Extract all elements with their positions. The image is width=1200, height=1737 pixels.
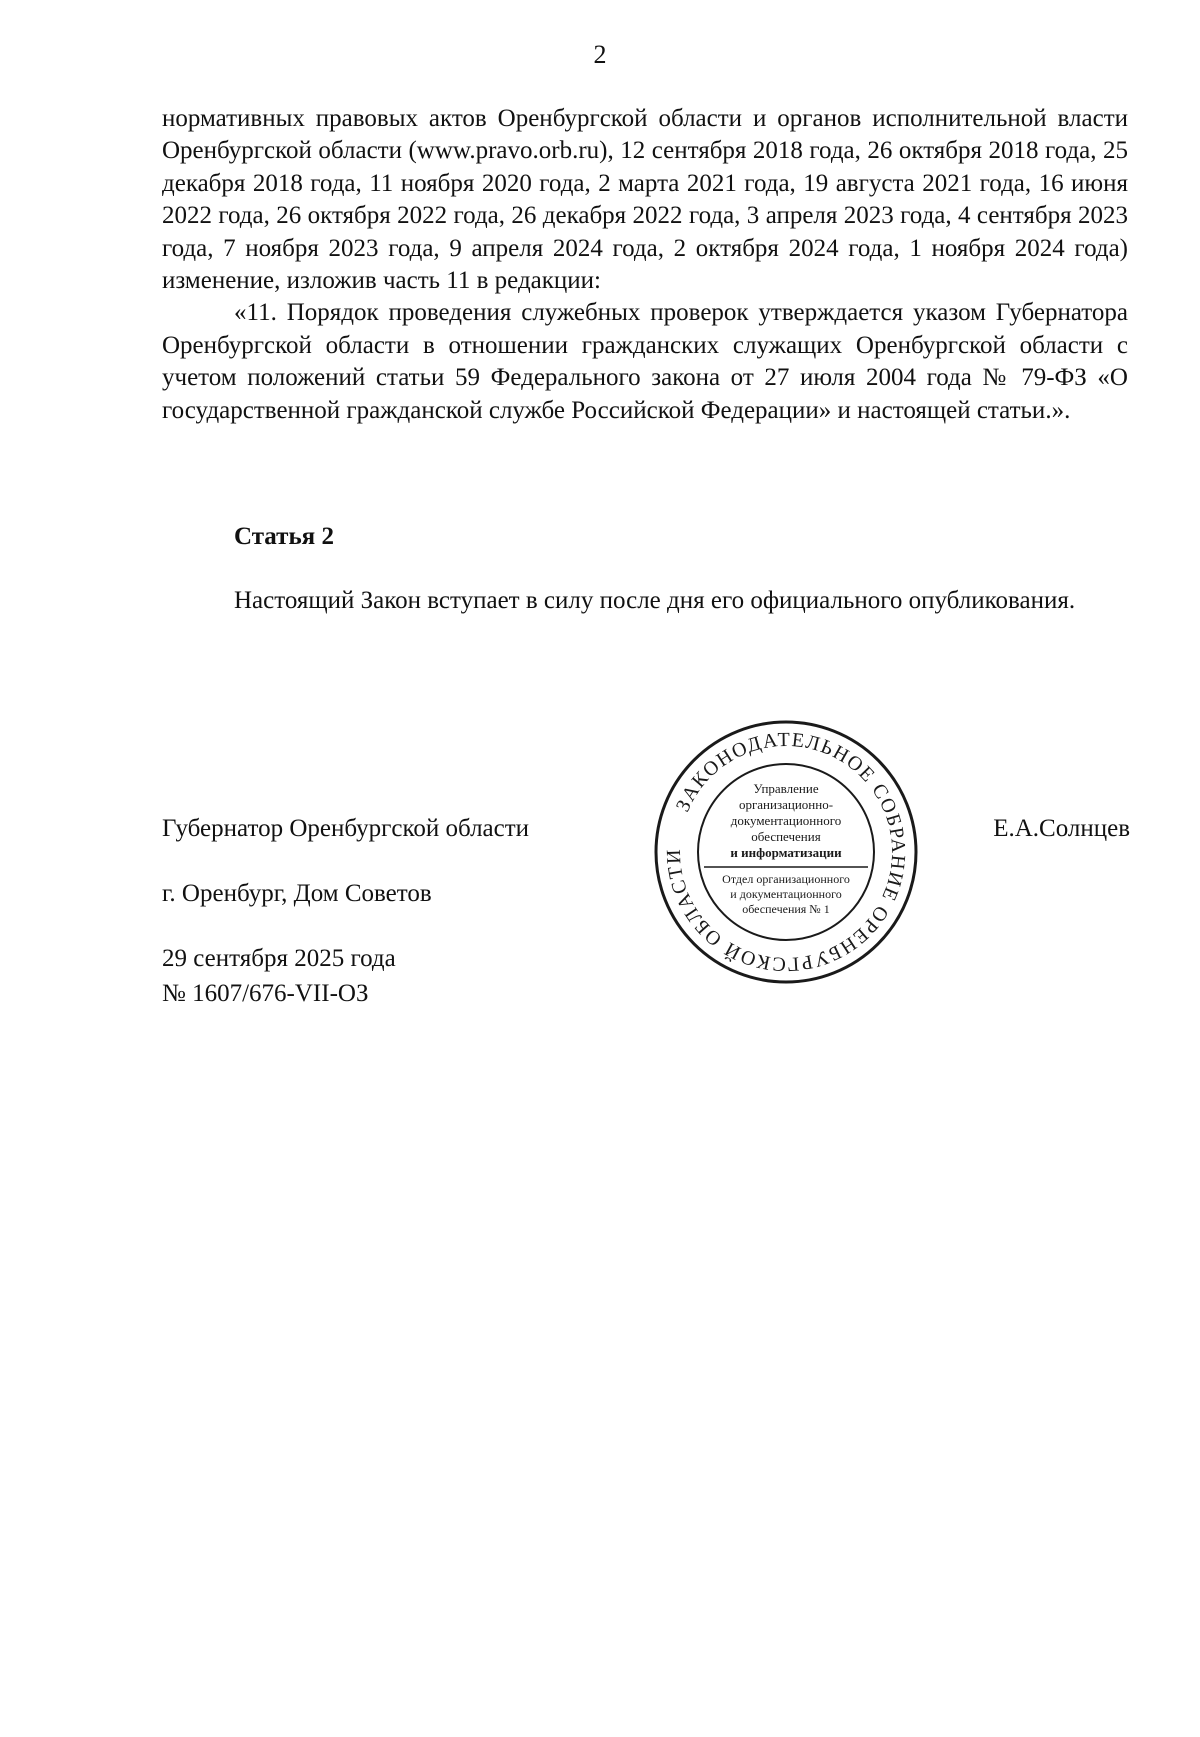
document-number: № 1607/676-VII-ОЗ	[162, 980, 369, 1007]
signature-place: г. Оренбург, Дом Советов	[162, 880, 432, 907]
stamp-outer-text: ЗАКОНОДАТЕЛЬНОЕ СОБРАНИЕ ОРЕНБУРГСКОЙ ОБЛАСТИ	[662, 728, 910, 976]
svg-text:и документационного: и документационного	[730, 887, 842, 901]
signature-position: Губернатор Оренбургской области	[162, 815, 530, 842]
svg-text:Управление: Управление	[753, 781, 819, 796]
svg-text:обеспечения: обеспечения	[751, 829, 821, 844]
amendment-paragraph	[162, 103, 1128, 427]
svg-text:и информатизации: и информатизации	[730, 845, 842, 860]
article-2-body: Настоящий Закон вступает в силу после дня его официального опубликования.	[234, 587, 1076, 614]
page-number: 2	[593, 40, 607, 69]
stamp-inner-text	[704, 781, 868, 916]
signature-date: 29 сентября 2025 года	[162, 945, 396, 972]
svg-text:документационного: документационного	[730, 813, 842, 828]
article-2-heading: Статья 2	[234, 523, 334, 550]
svg-text:организационно-: организационно-	[738, 797, 834, 812]
svg-text:обеспечения № 1: обеспечения № 1	[742, 902, 830, 916]
official-stamp	[652, 718, 920, 986]
paragraph-intro: нормативных правовых актов Оренбургской области и органов исполнительной власти Оренбургской области (www.pravo.orb.ru), 12 сентября 2018 года, 26 октября 2018 года, 25 декабря 2018 года, 11 ноября 2020 года, 2 марта 2021 года, 19 августа 2021 года, 16 июня 2022 года, 26 октября 2022 года, 26 декабря 2022 года, 3 апреля 2023 года, 4 сентября 2023 года, 7 ноября 2023 года, 9 апреля 2024 года, 2 октября 2024 года, 1 ноября 2024 года) изменение, изложив часть 11 в редакции:	[162, 105, 1128, 295]
paragraph-quoted-part-11: «11. Порядок проведения служебных проверок утверждается указом Губернатора Оренбургской области в отношении гражданских служащих Оренбургской области с учетом положений статьи 59 Федерального закона от 27 июля 2004 года № 79-ФЗ «О государственной гражданской службе Российской Федерации» и настоящей статьи.».	[162, 299, 1128, 424]
signature-name: Е.А.Солнцев	[993, 815, 1130, 842]
svg-text:Отдел организационного: Отдел организационного	[722, 872, 850, 886]
